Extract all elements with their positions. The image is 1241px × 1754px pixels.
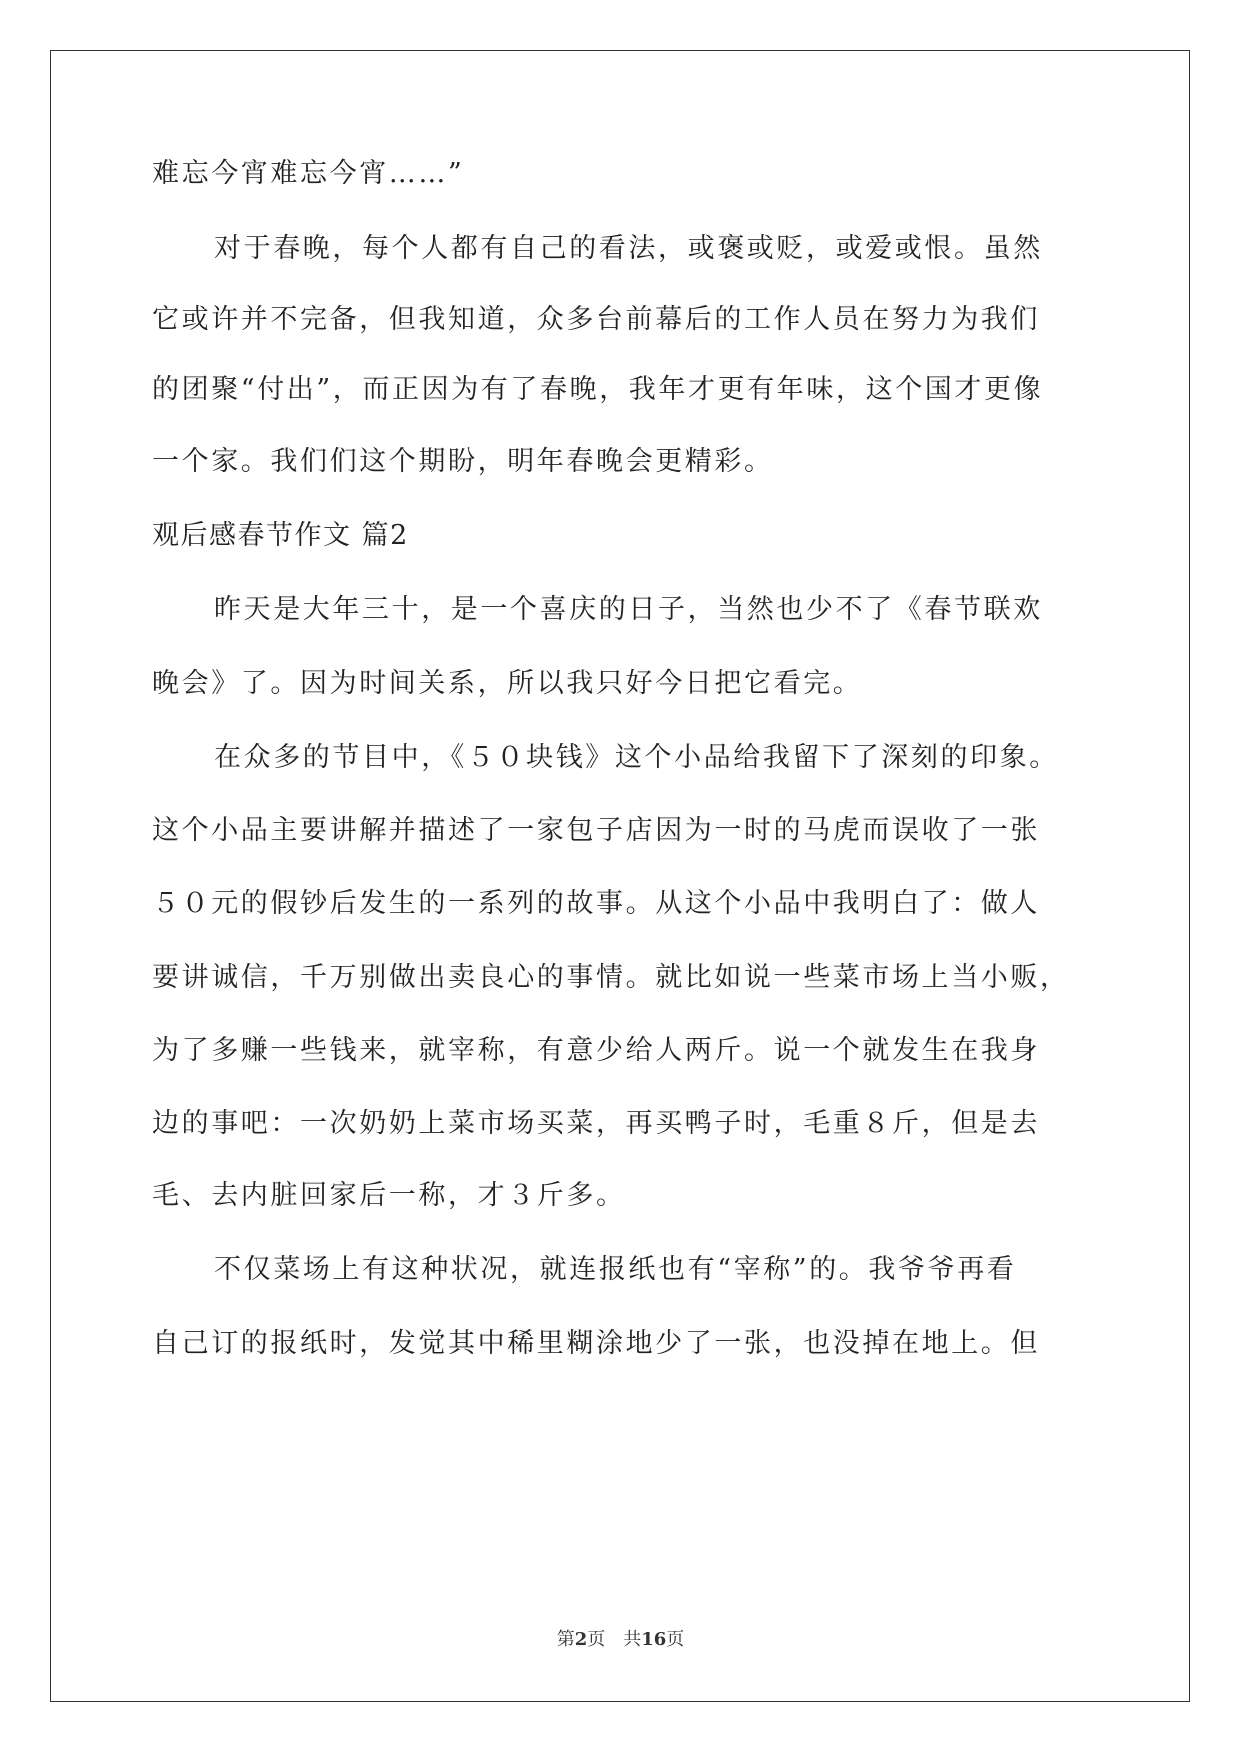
text-line: 边的事吧：一次奶奶上菜市场买菜，再买鸭子时，毛重８斤，但是去 [152, 1108, 1040, 1139]
footer-total-pages: 16 [641, 1629, 667, 1650]
text-line: 不仅菜场上有这种状况，就连报纸也有“宰称”的。我爷爷再看 [214, 1254, 1017, 1285]
text-line: 为了多赚一些钱来，就宰称，有意少给人两斤。说一个就发生在我身 [152, 1035, 1040, 1066]
text-line: 对于春晚，每个人都有自己的看法，或褒或贬，或爱或恨。虽然 [214, 233, 1043, 264]
footer-page-number: 2 [574, 1629, 588, 1650]
text-line: 难忘今宵难忘今宵……” [152, 158, 465, 189]
text-line: 自己订的报纸时，发觉其中稀里糊涂地少了一张，也没掉在地上。但 [152, 1328, 1040, 1359]
text-line: 这个小品主要讲解并描述了一家包子店因为一时的马虎而误收了一张 [152, 815, 1040, 846]
footer-total-prefix: 共 [623, 1629, 642, 1650]
text-line: 要讲诚信，千万别做出卖良心的事情。就比如说一些菜市场上当小贩， [152, 962, 1070, 993]
footer-total-suffix: 页 [666, 1629, 685, 1650]
footer-page-suffix: 页 [587, 1629, 606, 1650]
text-line: 晚会》了。因为时间关系，所以我只好今日把它看完。 [152, 668, 863, 699]
text-line: 毛、去内脏回家后一称，才３斤多。 [152, 1180, 626, 1211]
text-line: ５０元的假钞后发生的一系列的故事。从这个小品中我明白了：做人 [152, 888, 1040, 919]
text-line: 一个家。我们们这个期盼，明年春晚会更精彩。 [152, 446, 774, 477]
footer-page-prefix: 第 [556, 1629, 575, 1650]
text-line: 它或许并不完备，但我知道，众多台前幕后的工作人员在努力为我们 [152, 304, 1040, 335]
text-line: 的团聚“付出”，而正因为有了春晚，我年才更有年味，这个国才更像 [152, 374, 1044, 405]
page-footer [0, 1625, 1241, 1651]
section-heading: 观后感春节作文 篇2 [152, 520, 409, 551]
text-line: 在众多的节目中，《５０块钱》这个小品给我留下了深刻的印象。 [214, 742, 1059, 773]
text-line: 昨天是大年三十，是一个喜庆的日子，当然也少不了《春节联欢 [214, 594, 1043, 625]
page-border [50, 50, 1190, 1702]
